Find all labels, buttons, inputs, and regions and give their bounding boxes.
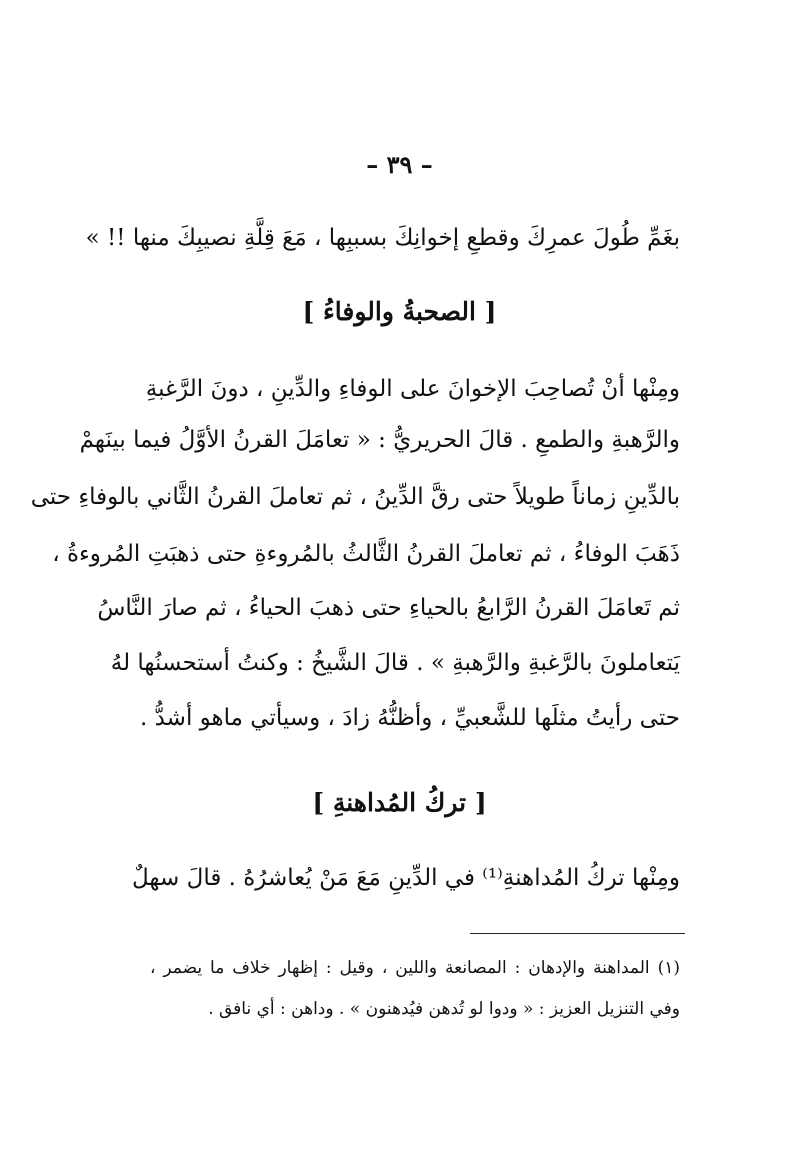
continuation-line: بغَمِّ طُولَ عمرِكَ وقطعِ إخوانِكَ بسببِها ، مَعَ قِلَّةِ نصيبِكَ منها !! » <box>85 225 680 251</box>
paragraph-line: والرَّهبةِ والطمعِ . قالَ الحريريُّ : « تعامَلَ القرنُ الأوَّلُ فيما بينَهمْ <box>79 427 680 453</box>
paragraph-line: ومِنْها تركُ المُداهنةِ⁽¹⁾ في الدِّينِ مَعَ مَنْ يُعاشرُهُ . قالَ سهلٌ <box>132 865 680 891</box>
paragraph-line: ومِنْها أنْ تُصاحِبَ الإخوانَ على الوفاءِ والدِّينِ ، دونَ الرَّغبةِ <box>145 376 680 402</box>
paragraph-line: ثم تَعامَلَ القرنُ الرَّابعُ بالحياءِ حتى ذهبَ الحياءُ ، ثم صارَ النَّاسُ <box>97 595 680 621</box>
paragraph-line: ذَهَبَ الوفاءُ ، ثم تعاملَ القرنُ الثَّالثُ بالمُروءةِ حتى ذهبَتِ المُروءةُ ، <box>52 541 680 567</box>
page-number: – ٣٩ – <box>366 150 433 179</box>
footnote-line: (١) المداهنة والإدهان : المصانعة واللين ، وقيل : إظهار خلاف ما يضمر ، <box>150 958 680 978</box>
footnote-line: وفي التنزيل العزيز : « ودوا لو تُدهن فيُدهنون » . وداهن : أي نافق . <box>208 999 680 1019</box>
footnote-divider <box>470 933 685 934</box>
paragraph-line: يَتعاملونَ بالرَّغبةِ والرَّهبةِ » . قالَ الشَّيخُ : وكنتُ أستحسنُها لهُ <box>110 650 680 676</box>
section-heading-flattery: [ تركُ المُداهنةِ ] <box>312 788 487 817</box>
paragraph-line: حتى رأيتُ مثلَها للشَّعبيِّ ، وأظنُّهُ زادَ ، وسيأتي ماهو أشدُّ . <box>139 705 680 731</box>
paragraph-line: بالدِّينِ زماناً طويلاً حتى رقَّ الدِّينُ ، ثم تعاملَ القرنُ الثَّاني بالوفاءِ حتى <box>30 484 680 510</box>
section-heading-companionship: [ الصحبةُ والوفاءُ ] <box>302 297 497 326</box>
